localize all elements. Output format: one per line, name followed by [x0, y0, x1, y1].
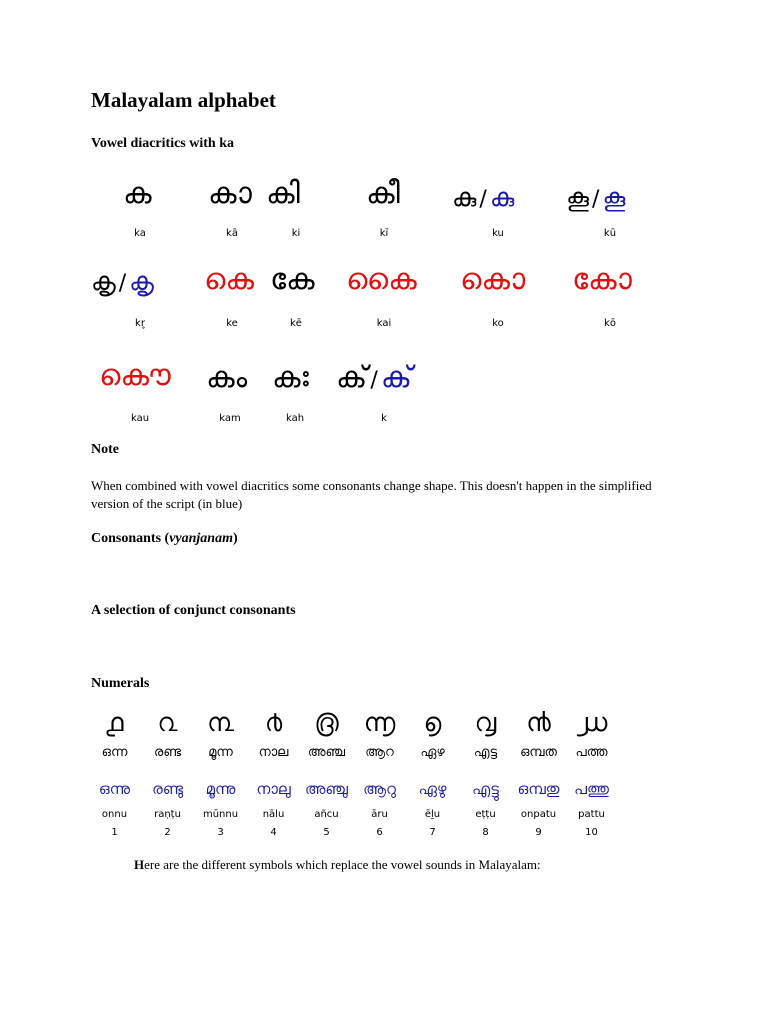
numeral-transliteration: mūnnu	[202, 809, 239, 820]
numeral-word-simplified: ഒന്നു	[98, 780, 131, 798]
glyph-ku-simplified: കു	[489, 183, 515, 213]
numeral-digit: 1	[111, 827, 118, 838]
roman-ka: ka	[134, 228, 146, 239]
numeral-symbols-row	[88, 708, 668, 738]
numeral-word: പത്ത	[575, 745, 608, 760]
glyph-kuu: കൂ	[566, 183, 589, 213]
numeral-word: മൂന്ന	[208, 745, 233, 760]
numeral-transliteration: onpatu	[520, 809, 557, 820]
glyph-kuu-simplified: കൂ	[602, 183, 626, 213]
numeral-digit: 10	[585, 827, 598, 838]
separator: /	[118, 271, 127, 296]
numeral-word-simplified: എട്ടു	[472, 780, 499, 798]
roman-ki: ki	[291, 228, 301, 239]
glyph-kam: കം	[206, 360, 248, 395]
glyph-k-pair	[336, 360, 412, 399]
numeral-symbol: ൯	[526, 708, 551, 738]
vowel-diacritics-heading: Vowel diacritics with ka	[91, 136, 234, 151]
page-title: Malayalam alphabet	[91, 88, 276, 112]
numeral-word-simplified: ആറു	[363, 780, 396, 798]
glyph-ka: ക	[123, 176, 152, 211]
numeral-word-simplified: ഏഴു	[418, 780, 447, 798]
roman-kuu: kū	[603, 228, 617, 239]
roman-kau: kau	[130, 413, 150, 424]
numerals-heading: Numerals	[91, 676, 150, 691]
glyph-koo: കോ	[572, 262, 632, 297]
roman-ko: ko	[492, 318, 504, 329]
numeral-transliteration: añcu	[314, 809, 339, 820]
note-heading: Note	[91, 442, 119, 457]
numeral-digit: 9	[535, 827, 542, 838]
numeral-words-simplified-row	[88, 779, 668, 799]
roman-ku: ku	[492, 228, 504, 239]
glyph-ku: കു	[452, 183, 477, 213]
glyph-kr: കൃ	[91, 267, 116, 297]
vowel-symbols-intro: Here are the different symbols which replace the vowel sounds in Malayalam:	[134, 857, 541, 872]
numeral-symbol: ൨	[157, 708, 178, 738]
numeral-transliteration: eṭṭu	[475, 809, 496, 820]
numeral-digit: 4	[270, 827, 277, 838]
numeral-word: രണ്ട	[154, 745, 181, 760]
numeral-words-traditional-row	[88, 744, 668, 762]
glyph-kah: കഃ	[272, 360, 309, 395]
glyph-kaa: കാ	[208, 176, 252, 211]
numeral-word-simplified: രണ്ടു	[151, 780, 184, 798]
numeral-digits-row	[88, 826, 668, 840]
numeral-word: ഏഴ	[420, 745, 445, 760]
numeral-symbol: ൮	[474, 708, 497, 738]
numeral-word-simplified: ഒമ്പതു	[517, 780, 560, 798]
glyph-k-simplified: ക്	[380, 360, 413, 395]
conjuncts-heading: A selection of conjunct consonants	[91, 603, 296, 618]
numeral-transliteration-row	[88, 808, 668, 822]
glyph-ke: കെ	[204, 262, 255, 297]
numeral-symbol: ൬	[363, 708, 396, 738]
numeral-digit: 6	[376, 827, 383, 838]
numeral-digit: 8	[482, 827, 489, 838]
separator: /	[370, 368, 378, 393]
numeral-transliteration: nālu	[262, 809, 285, 820]
numeral-transliteration: onnu	[101, 809, 128, 820]
glyph-kau: കൌ	[99, 358, 171, 393]
numeral-word-simplified: നാലു	[256, 780, 291, 798]
numeral-word: ഒമ്പത	[520, 745, 557, 760]
glyph-kii: കീ	[366, 176, 400, 211]
numeral-digit: 7	[429, 827, 436, 838]
note-text: When combined with vowel diacritics some consonants change shape. This doesn't happen in the simplified version of the script (in blue)	[91, 478, 652, 511]
numeral-transliteration: ēḻu	[424, 809, 441, 820]
roman-koo: kō	[604, 318, 616, 329]
numeral-digit: 5	[323, 827, 330, 838]
numeral-word-simplified: അഞ്ചു	[305, 780, 348, 798]
numeral-word: അഞ്ച	[307, 745, 346, 760]
numeral-word: ഒന്ന	[101, 745, 128, 760]
glyph-kai: കൈ	[346, 262, 417, 297]
numeral-word: ആറ	[365, 745, 394, 760]
separator: /	[479, 187, 487, 212]
separator: /	[591, 187, 600, 212]
numeral-symbol: ൧	[105, 708, 124, 738]
numeral-word: എട്ട	[473, 745, 498, 760]
numeral-word: നാല	[258, 745, 289, 760]
glyph-kuu-pair	[566, 180, 625, 218]
glyph-ki: കി	[266, 176, 300, 211]
roman-kii: kī	[379, 228, 389, 239]
numeral-transliteration: pattu	[578, 809, 605, 820]
glyph-ku-pair	[452, 180, 514, 218]
numeral-transliteration: raṇṭu	[154, 809, 181, 820]
roman-kam: kam	[219, 413, 241, 424]
numeral-symbol: ൰	[575, 708, 608, 738]
numeral-digit: 2	[164, 827, 171, 838]
roman-ke: ke	[226, 318, 238, 329]
roman-kr: kr̥	[135, 318, 145, 329]
numeral-symbol: ൪	[264, 708, 283, 738]
glyph-kee: കേ	[270, 262, 315, 297]
roman-kai: kai	[376, 318, 392, 329]
numeral-symbol: ൫	[314, 708, 339, 738]
roman-k: k	[381, 413, 387, 424]
glyph-kr-pair	[91, 264, 154, 302]
numeral-word-simplified: മൂന്നു	[205, 780, 236, 798]
numeral-symbol: ൭	[423, 708, 442, 738]
glyph-ko: കൊ	[460, 262, 526, 297]
numeral-word-simplified: പത്തു	[574, 780, 609, 798]
roman-kee: kē	[290, 318, 302, 329]
numeral-digit: 3	[217, 827, 224, 838]
numeral-symbol: ൩	[207, 708, 234, 738]
numeral-transliteration: āru	[371, 809, 388, 820]
glyph-k: ക്	[336, 360, 368, 395]
glyph-kr-simplified: കൃ	[129, 267, 154, 297]
roman-kaa: kā	[226, 228, 238, 239]
consonants-heading: Consonants (vyanjanam)	[91, 531, 238, 546]
roman-kah: kah	[285, 413, 305, 424]
